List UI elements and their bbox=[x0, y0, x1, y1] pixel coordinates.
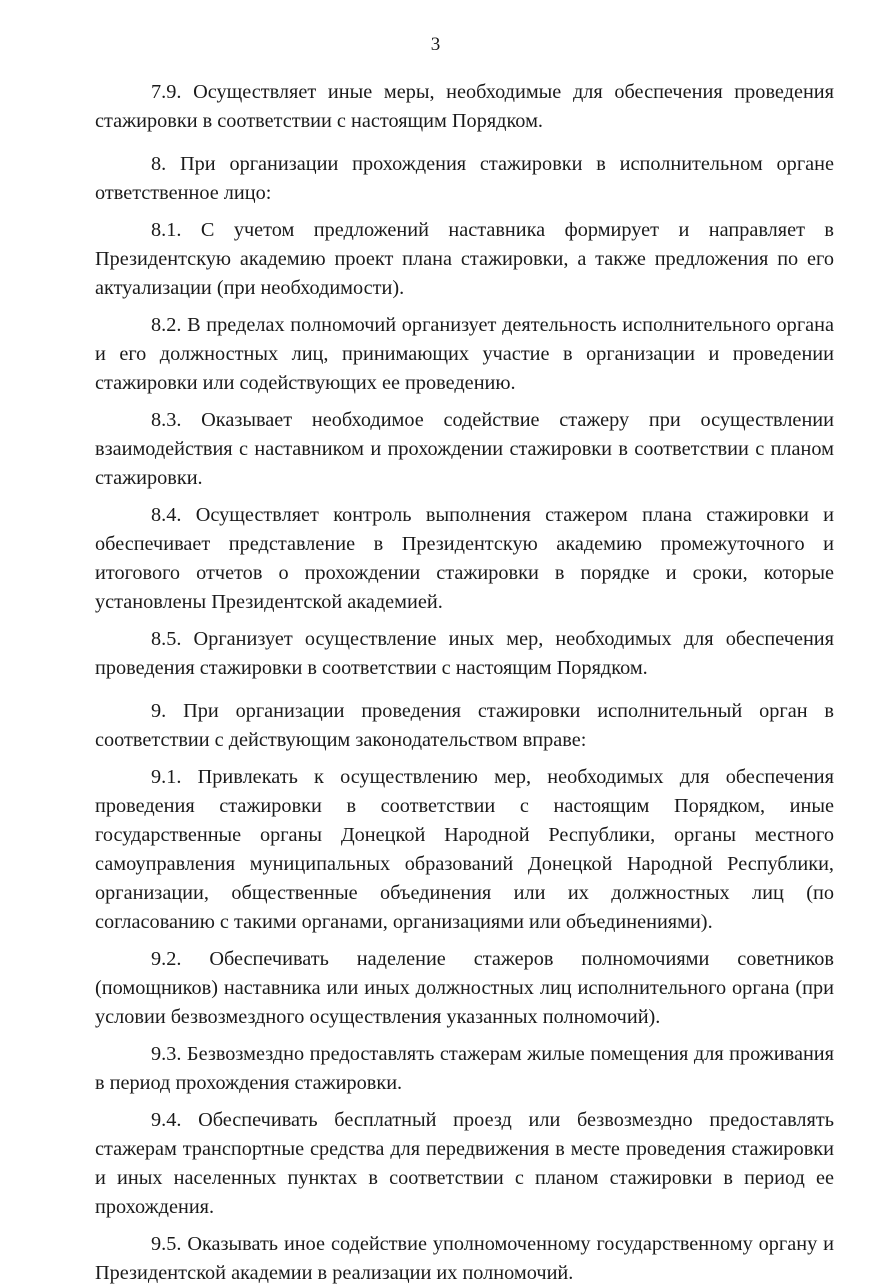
paragraph-9: 9. При организации проведения стажировки исполнительный орган в соответствии с действующим законодательством вправе: bbox=[95, 700, 834, 751]
paragraph-9-3: 9.3. Безвозмездно предоставлять стажерам жилые помещения для проживания в период прохождения стажировки. bbox=[95, 1043, 834, 1094]
paragraph-7-9: 7.9. Осуществляет иные меры, необходимые для обеспечения проведения стажировки в соответствии с настоящим Порядком. bbox=[95, 81, 834, 132]
page-number: 3 bbox=[430, 34, 441, 55]
paragraph-9-4: 9.4. Обеспечивать бесплатный проезд или безвозмездно предоставлять стажерам транспортные средства для передвижения в месте проведения стажировки и иных населенных пунктах в соответствии с планом стажировки в период ее прохождения. bbox=[95, 1109, 834, 1218]
paragraph-8-3: 8.3. Оказывает необходимое содействие стажеру при осуществлении взаимодействия с наставником и прохождении стажировки в соответствии с планом стажировки. bbox=[95, 409, 834, 489]
paragraph-8-1: 8.1. С учетом предложений наставника формирует и направляет в Президентскую академию проект плана стажировки, а также предложения по его актуализации (при необходимости). bbox=[95, 219, 834, 299]
paragraph-8-5: 8.5. Организует осуществление иных мер, необходимых для обеспечения проведения стажировки в соответствии с настоящим Порядком. bbox=[95, 628, 834, 679]
paragraph-9-2: 9.2. Обеспечивать наделение стажеров полномочиями советников (помощников) наставника или иных должностных лиц исполнительного органа (при условии безвозмездного осуществления указанных полномочий). bbox=[95, 948, 834, 1028]
paragraph-9-1: 9.1. Привлекать к осуществлению мер, необходимых для обеспечения проведения стажировки в соответствии с настоящим Порядком, иные государственные органы Донецкой Народной Республики, органы местного самоуправления муниципальных образований Донецкой Народной Республики, организации, общественные объединения или их должностных лиц (по согласованию с такими органами, организациями или объединениями). bbox=[95, 766, 834, 933]
paragraph-8-2: 8.2. В пределах полномочий организует деятельность исполнительного органа и его должностных лиц, принимающих участие в организации и проведении стажировки или содействующих ее проведению. bbox=[95, 314, 834, 394]
document-body bbox=[95, 78, 834, 1288]
paragraph-8-4: 8.4. Осуществляет контроль выполнения стажером плана стажировки и обеспечивает представление в Президентскую академию промежуточного и итогового отчетов о прохождении стажировки в порядке и сроки, которые установлены Президентской академией. bbox=[95, 504, 834, 613]
paragraph-8: 8. При организации прохождения стажировки в исполнительном органе ответственное лицо: bbox=[95, 153, 834, 204]
paragraph-9-5: 9.5. Оказывать иное содействие уполномоченному государственному органу и Президентской академии в реализации их полномочий. bbox=[95, 1233, 834, 1284]
